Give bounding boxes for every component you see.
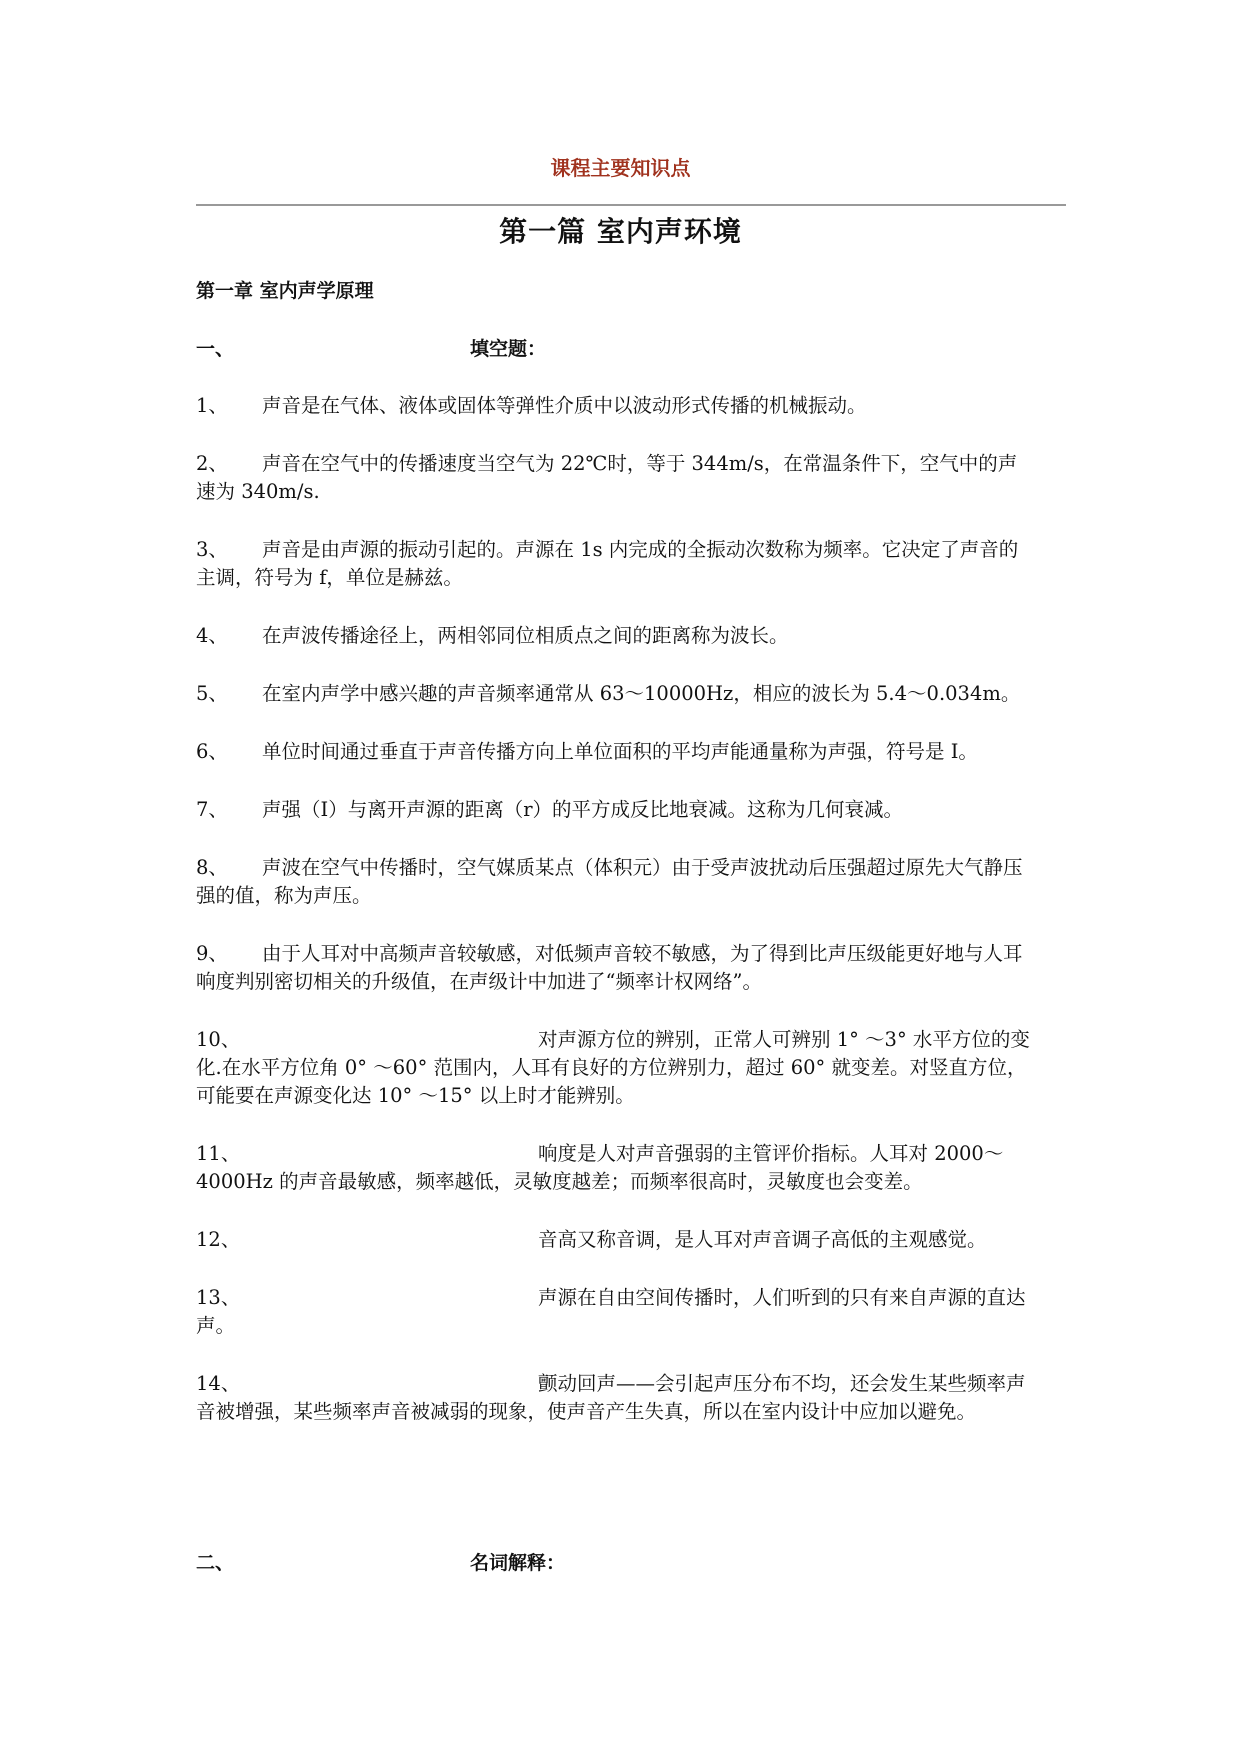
item-number: 13、: [196, 1286, 241, 1309]
section-number: 一、: [196, 338, 235, 360]
list-item: [196, 680, 1036, 708]
item-number: 5、: [196, 682, 228, 705]
question-list: [196, 392, 1036, 1456]
item-text: 声音在空气中的传播速度当空气为 22℃时，等于 344m/s，在常温条件下，空气中的声速为 340m/s.: [196, 452, 1018, 503]
item-number: 12、: [196, 1228, 241, 1251]
item-text: 在声波传播途径上，两相邻同位相质点之间的距离称为波长。: [262, 624, 789, 647]
item-text: 响度是人对声音强弱的主管评价指标。人耳对 2000～4000Hz 的声音最敏感，频率越低，灵敏度越差；而频率很高时，灵敏度也会变差。: [196, 1142, 1004, 1193]
item-number: 6、: [196, 740, 228, 763]
item-number: 3、: [196, 538, 228, 561]
item-text: 声音是由声源的振动引起的。声源在 1s 内完成的全振动次数称为频率。它决定了声音的主调，符号为 f，单位是赫兹。: [196, 538, 1019, 589]
item-text: 对声源方位的辨别，正常人可辨别 1° ～3° 水平方位的变化.在水平方位角 0° ～60° 范围内，人耳有良好的方位辨别力，超过 60° 就变差。对竖直方位，可能要在声源变化达 10° ～15° 以上时才能辨别。: [196, 1028, 1030, 1107]
item-text: 音高又称音调，是人耳对声音调子高低的主观感觉。: [538, 1228, 987, 1251]
section-number: 二、: [196, 1552, 235, 1574]
list-item: [196, 1026, 1036, 1110]
list-item: [196, 796, 1036, 824]
list-item: [196, 940, 1036, 996]
item-text: 单位时间通过垂直于声音传播方向上单位面积的平均声能通量称为声强，符号是 I。: [262, 740, 978, 763]
chapter-title: 第一章 室内声学原理: [196, 280, 374, 302]
list-item: [196, 738, 1036, 766]
item-number: 14、: [196, 1372, 241, 1395]
item-number: 2、: [196, 452, 228, 475]
list-item: [196, 622, 1036, 650]
item-number: 8、: [196, 856, 228, 879]
item-text: 声强（I）与离开声源的距离（r）的平方成反比地衰减。这称为几何衰减。: [262, 798, 904, 821]
horizontal-divider: [196, 204, 1066, 206]
item-text: 由于人耳对中高频声音较敏感，对低频声音较不敏感，为了得到比声压级能更好地与人耳响度判别密切相关的升级值，在声级计中加进了“频率计权网络”。: [196, 942, 1023, 993]
list-item: [196, 450, 1036, 506]
section-title: 名词解释：: [470, 1552, 566, 1574]
item-number: 10、: [196, 1028, 241, 1051]
list-item: [196, 854, 1036, 910]
item-number: 7、: [196, 798, 228, 821]
section-title: 填空题：: [470, 338, 547, 360]
course-title: 课程主要知识点: [550, 156, 691, 180]
item-text: 声波在空气中传播时，空气媒质某点（体积元）由于受声波扰动后压强超过原先大气静压强的值，称为声压。: [196, 856, 1023, 907]
list-item: [196, 1370, 1036, 1426]
item-number: 9、: [196, 942, 228, 965]
item-text: 声源在自由空间传播时，人们听到的只有来自声源的直达声。: [196, 1286, 1026, 1337]
item-text: 声音是在气体、液体或固体等弹性介质中以波动形式传播的机械振动。: [262, 394, 867, 417]
list-item: [196, 536, 1036, 592]
item-number: 11、: [196, 1142, 241, 1165]
item-number: 4、: [196, 624, 228, 647]
item-number: 1、: [196, 394, 228, 417]
list-item: [196, 1140, 1036, 1196]
part-title: 第一篇 室内声环境: [499, 215, 742, 248]
list-item: [196, 1284, 1036, 1340]
item-text: 颤动回声——会引起声压分布不均，还会发生某些频率声音被增强，某些频率声音被减弱的现象，使声音产生失真，所以在室内设计中应加以避免。: [196, 1372, 1026, 1423]
list-item: [196, 392, 1036, 420]
list-item: [196, 1226, 1036, 1254]
item-text: 在室内声学中感兴趣的声音频率通常从 63～10000Hz，相应的波长为 5.4～0.034m。: [262, 682, 1021, 705]
